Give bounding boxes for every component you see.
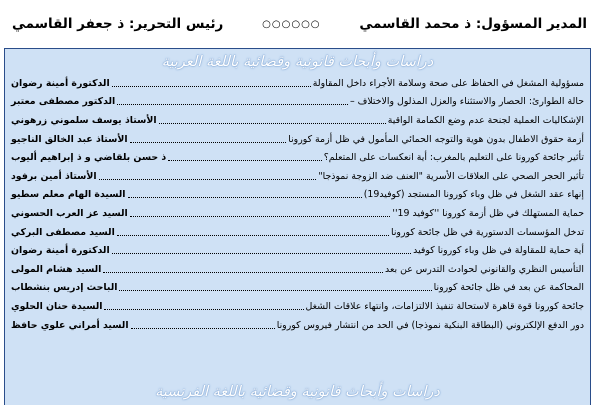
separator-dots: ○○○○○○ <box>262 18 321 30</box>
article-list <box>11 74 584 334</box>
leader-dots <box>112 253 412 254</box>
leader-dots <box>168 160 322 161</box>
leader-dots <box>103 272 383 273</box>
article-author: السيدة حنان الحلوي <box>11 300 103 312</box>
article-title: حالة الطوارئ: الحصار والاستثناء والعزل المذلول والاختلاف – <box>349 96 584 108</box>
director-label: المدير المسؤول: ذ محمد القاسمي <box>359 16 587 32</box>
article-entry[interactable] <box>11 204 584 223</box>
article-entry[interactable] <box>11 111 584 130</box>
article-title: التأسيس النظري والقانوني لحوادث التدرس عن بعد <box>385 263 584 275</box>
article-author: السيد هشام المولى <box>11 263 102 275</box>
article-entry[interactable] <box>11 297 584 316</box>
article-entry[interactable] <box>11 148 584 167</box>
article-title: إنهاء عقد الشغل في ظل وباء كورونا المستجد (كوفيد19) <box>363 189 584 201</box>
article-entry[interactable] <box>11 186 584 205</box>
contents-panel <box>4 48 591 405</box>
leader-dots <box>112 86 311 87</box>
article-entry[interactable] <box>11 260 584 279</box>
article-entry[interactable] <box>11 74 584 93</box>
article-author: السيدة الهام معلم سطيو <box>11 189 126 201</box>
article-author: الدكتورة أمينة رضوان <box>11 245 110 257</box>
article-entry[interactable] <box>11 130 584 149</box>
article-entry[interactable] <box>11 93 584 112</box>
leader-dots <box>119 290 431 291</box>
masthead <box>0 0 595 48</box>
article-author: السيد أمراني علوي حافظ <box>11 319 129 331</box>
article-title: تأثير الحجر الصحي على العلاقات الأسرية "العنف ضد الزوجة نموذجا" <box>318 170 584 182</box>
leader-dots <box>104 309 303 310</box>
editor-label: رئيس التحرير: ذ جعفر القاسمي <box>12 16 224 32</box>
article-title: تدخل المؤسسات الدستورية في ظل جائحة كورونا <box>390 226 584 238</box>
article-title: المحاكمة عن بعد في ظل جائحة كورونا <box>433 282 584 294</box>
article-title: جائحة كورونا قوة قاهرة لاستحالة تنفيذ الالتزامات، وانتهاء علاقات الشغل <box>305 300 584 312</box>
article-author: ذ حسن بلقاضي و ذ إبراهيم أليوب <box>11 152 167 164</box>
section-banner-french: دراسات وأبحاث قانونية وقضائية باللغة الفرنسية <box>155 384 440 400</box>
article-author: الأستاذ أمين برفود <box>11 170 97 182</box>
article-entry[interactable] <box>11 223 584 242</box>
article-title: أية حماية للمقاولة في ظل وباء كورونا كوفيد <box>413 245 584 257</box>
article-author: السيد عز العرب الحسوني <box>11 207 128 219</box>
article-title: حماية المستهلك في ظل أزمة كورونا ''كوفيد 19'' <box>392 207 584 219</box>
article-author: الباحث إدريس بنشطاب <box>11 282 118 294</box>
article-title: الإشكاليات العملية لجنحة عدم وضع الكمامة الواقية <box>387 114 584 126</box>
article-author: الدكتورة أمينة رضوان <box>11 77 110 89</box>
leader-dots <box>99 179 317 180</box>
article-entry[interactable] <box>11 167 584 186</box>
leader-dots <box>159 123 386 124</box>
article-author: الأستاذ عبد الخالق الناجيو <box>11 133 128 145</box>
article-entry[interactable] <box>11 279 584 298</box>
leader-dots <box>117 235 389 236</box>
leader-dots <box>130 142 287 143</box>
article-title: تأثير جائحة كورونا على التعليم بالمغرب: أية انعكسات على المتعلم؟ <box>323 152 584 164</box>
article-entry[interactable] <box>11 241 584 260</box>
article-title: أزمة حقوق الاطفال بدون هوية والتوجه الحمائي المأمول في ظل أزمة كورونا <box>288 133 584 145</box>
leader-dots <box>130 216 391 217</box>
article-entry[interactable] <box>11 316 584 335</box>
section-banner-arabic: دراسات وأبحاث قانونية وقضائية باللغة العربية <box>161 54 434 70</box>
article-title: مسؤولية المشغل في الحفاظ على صحة وسلامة الأجراء داخل المقاولة <box>312 77 584 89</box>
article-author: الأستاذ يوسف سلموني زرهوني <box>11 114 157 126</box>
leader-dots <box>117 104 348 105</box>
leader-dots <box>128 197 362 198</box>
leader-dots <box>131 328 275 329</box>
article-title: دور الدفع الإلكتروني (البطاقة البنكية نموذجا) في الحد من انتشار فيروس كورونا <box>276 319 584 331</box>
article-author: السيد مصطفى البركي <box>11 226 115 238</box>
article-author: الدكتور مصطفى معتبر <box>11 96 116 108</box>
